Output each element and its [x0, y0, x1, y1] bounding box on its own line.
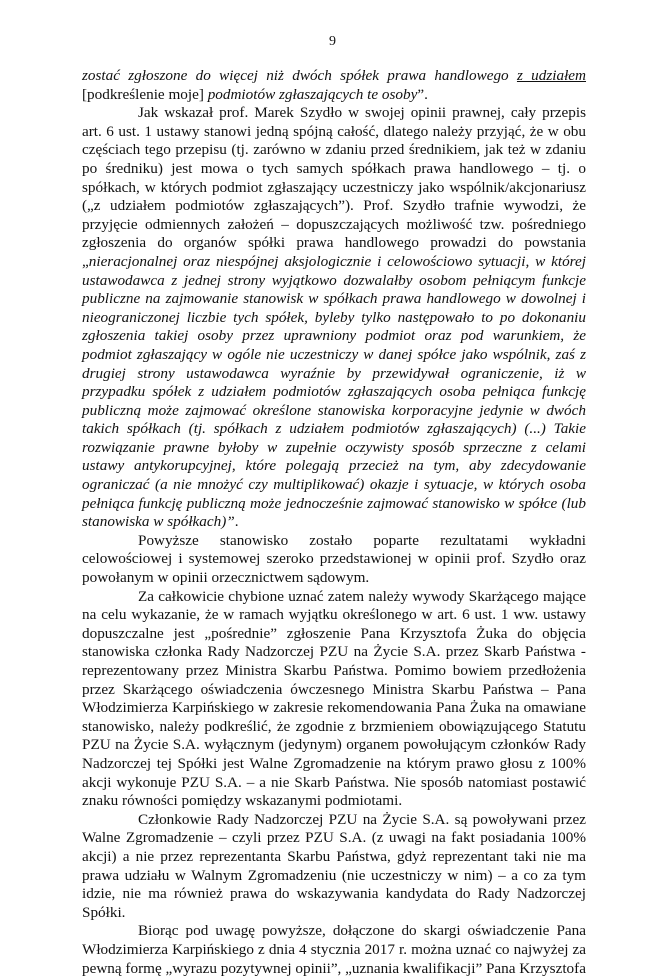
page-number: 9	[329, 34, 336, 49]
paragraph-quote-end	[82, 67, 586, 104]
italic-text: podmiotów zgłaszających te osoby	[207, 85, 418, 103]
editor-note: [podkreślenie moje]	[82, 85, 208, 103]
paragraph-complainant-arguments	[82, 588, 586, 811]
paragraph-supervisory-board	[82, 811, 586, 923]
body-text: Biorąc pod uwagę powyższe, dołączone do skargi oświadczenie Pana Włodzimierza Karpińskiego z dnia 4 stycznia 2017 r. można uznać co najwyżej za pewną formę „wyrazu pozytywnej opinii”, „uznania kwalifikacji” Pana Krzysztofa	[82, 922, 586, 977]
body-text: Członkowie Rady Nadzorczej PZU na Życie S.A. są powoływani przez Walne Zgromadzenie – czyli przez PZU S.A. (z uwagi na fakt posiadania 100% akcji) a nie przez reprezentanta Skarbu Państwa, gdyż reprezentant taki nie ma prawa udziału w Walnym Zgromadzeniu (nie uczestniczy w nim) – a co za tym idzie, nie ma również prawa do wskazywania kandydata do Rady Nadzorczej Spółki.	[82, 810, 586, 921]
quote-close: ”.	[417, 85, 428, 103]
underlined-emphasis: z udziałem	[516, 67, 587, 84]
paragraph-szydlo-opinion	[82, 104, 586, 532]
italic-quotation: nieracjonalnej oraz niespójnej aksjologicznie i celowościowo sytuacji, w której ustawodawca z jednej strony wyjątkowo dozwalałby osobom pełniącym funkcje publiczne na zajmowanie stanowisk w spółkach prawa handlowego w dowolnej i nieograniczonej liczbie tych spółek, byleby tylko następowało to po dokonaniu zgłoszenia takiej osoby przez uprawniony podmiot oraz pod warunkiem, że podmiot zgłaszający w ogóle nie uczestniczy w danej spółce jako wspólnik, zaś z drugiej strony ustawodawca wyraźnie by przewidywał ograniczenie, iż w przypadku spółek z udziałem podmiotów zgłaszających osoba pełniąca funkcję publiczną może zajmować określone stanowiska korporacyjne jedynie w dwóch takich spółkach (tj. spółkach z udziałem podmiotów zgłaszających) (...) Takie rozwiązanie prawne byłoby w zupełnie oczywisty sposób sprzeczne z celami ustawy antykorupcyjnej, które polegają przecież na tym, aby zdecydowanie ograniczać (a nie mnożyć czy multiplikować) okazje i sytuacje, w których osoba pełniąca funkcję publiczną może jednocześnie zajmować stanowisko w spółce (lub stanowiska w spółkach)”	[82, 252, 586, 531]
body-text: Za całkowicie chybione uznać zatem należy wywody Skarżącego mające na celu wykazanie, że w ramach wyjątku określonego w art. 6 ust. 1 ww. ustawy dopuszczalne jest „pośrednie” zgłoszenie Pana Krzysztofa Żuka do objęcia stanowiska członka Rady Nadzorczej PZU na Życie S.A. przez Skarb Państwa - reprezentowany przez Ministra Skarbu Państwa. Pomimo bowiem przedłożenia przez Skarżącego oświadczenia ówczesnego Ministra Skarbu Państwa – Pana Włodzimierza Karpińskiego w zakresie rekomendowania Pana Żuka na omawiane stanowisko, należy podkreślić, że zgodnie z brzmieniem obowiązującego Statutu PZU na Życie S.A. wyłącznym (jedynym) organem powołującym członków Rady Nadzorczej tej Spółki jest Walne Zgromadzenie na którym prawo głosu z 100% akcji wykonuje PZU S.A. – a nie Skarb Państwa. Nie sposób natomiast postawić znaku równości pomiędzy wskazanymi podmiotami.	[82, 587, 586, 810]
body-text: Jak wskazał prof. Marek Szydło w swojej opinii prawnej, cały przepis art. 6 ust. 1 ustawy stanowi jedną spójną całość, dlatego należy przyjąć, że w obu częściach tego przepisu (tj. zarówno w zdaniu przed średnikiem, jak też w zdaniu po średniku) jest mowa o tych samych spółkach prawa handlowego – tj. o spółkach, w których podmiot zgłaszający uczestniczy jako wspólnik/akcjonariusz („z udziałem podmiotów zgłaszających”). Prof. Szydło trafnie wywodzi, że przyjęcie odmiennych założeń – dopuszczających możliwość tzw. pośredniego zgłoszenia do organów spółki prawa handlowego prowadzi do powstania „	[82, 104, 586, 270]
document-body	[82, 67, 586, 978]
paragraph-statement-conclusion	[82, 922, 586, 978]
paragraph-interpretation	[82, 532, 586, 588]
body-text: .	[234, 513, 239, 531]
italic-text: zostać zgłoszone do więcej niż dwóch spółek prawa handlowego	[82, 67, 517, 84]
body-text: Powyższe stanowisko zostało poparte rezultatami wykładni celowościowej i systemowej szeroko przedstawionej w opinii prof. Szydło oraz powołanym w opinii orzecznictwem sądowym.	[82, 531, 586, 587]
